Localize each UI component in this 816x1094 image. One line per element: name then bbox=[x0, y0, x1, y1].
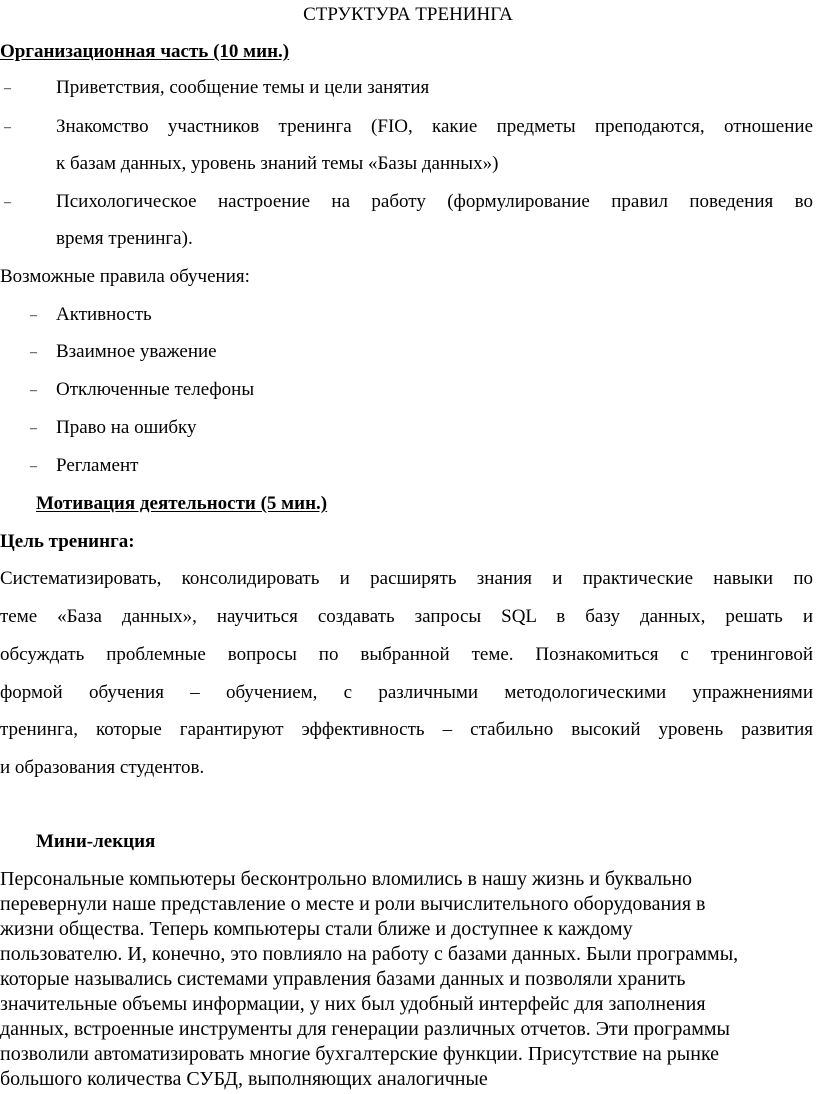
dash-bullet: – bbox=[4, 120, 11, 135]
goal-paragraph-line: теме «База данных», научиться создавать запросы SQL в базу данных, решать и bbox=[0, 606, 813, 627]
dash-bullet: – bbox=[4, 81, 11, 96]
document-title: СТРУКТУРА ТРЕНИНГА bbox=[303, 4, 513, 25]
dash-bullet: – bbox=[4, 195, 11, 210]
rules-heading: Возможные правила обучения: bbox=[0, 266, 250, 287]
rule-item: Регламент bbox=[56, 455, 139, 476]
lecture-paragraph-line: позволили автоматизировать многие бухгалтерские функции. Присутствие на рынке bbox=[0, 1043, 720, 1065]
lecture-paragraph-line: большого количества СУБД, выполняющих аналогичные bbox=[0, 1068, 488, 1090]
lecture-paragraph-line: данных, встроенные инструменты для генерации различных отчетов. Эти программы bbox=[0, 1018, 730, 1040]
lecture-paragraph-line: Персональные компьютеры бесконтрольно вломились в нашу жизнь и буквально bbox=[0, 868, 693, 890]
rule-item: Взаимное уважение bbox=[56, 341, 217, 362]
dash-bullet: – bbox=[30, 383, 37, 398]
lecture-paragraph-line: которые назывались системами управления базами данных и позволяли хранить bbox=[0, 968, 686, 990]
dash-bullet: – bbox=[30, 459, 37, 474]
lecture-paragraph-line: перевернули наше представление о месте и роли вычислительного оборудования в bbox=[0, 893, 706, 915]
dash-bullet: – bbox=[30, 345, 37, 360]
lecture-paragraph-line: значительные объемы информации, у них был удобный интерфейс для заполнения bbox=[0, 993, 706, 1015]
dash-bullet: – bbox=[30, 421, 37, 436]
section-heading-organization: Организационная часть (10 мин.) bbox=[0, 41, 290, 62]
list-item-acquaintance-line-1: Знакомство участников тренинга (FIO, какие предметы преподаются, отношение bbox=[56, 116, 813, 137]
goal-paragraph-line: Систематизировать, консолидировать и расширять знания и практические навыки по bbox=[0, 568, 813, 589]
goal-paragraph-line: тренинга, которые гарантируют эффективность – стабильно высокий уровень развития bbox=[0, 719, 813, 740]
list-item-acquaintance-line-2: к базам данных, уровень знаний темы «Базы данных») bbox=[56, 153, 499, 174]
rule-item: Активность bbox=[56, 304, 152, 325]
goal-heading: Цель тренинга: bbox=[0, 531, 135, 552]
goal-paragraph-line: и образования студентов. bbox=[0, 757, 205, 778]
rule-item: Право на ошибку bbox=[56, 417, 197, 438]
rule-item: Отключенные телефоны bbox=[56, 379, 255, 400]
list-item-greetings: Приветствия, сообщение темы и цели занятия bbox=[56, 77, 430, 98]
lecture-paragraph-line: жизни общества. Теперь компьютеры стали ближе и доступнее к каждому bbox=[0, 918, 633, 940]
list-item-mood-line-2: время тренинга). bbox=[56, 228, 193, 249]
goal-paragraph-line: формой обучения – обучением, с различными методологическими упражнениями bbox=[0, 682, 813, 703]
list-item-mood-line-1: Психологическое настроение на работу (формулирование правил поведения во bbox=[56, 191, 813, 212]
dash-bullet: – bbox=[30, 308, 37, 323]
lecture-heading: Мини-лекция bbox=[36, 831, 156, 852]
section-heading-motivation: Мотивация деятельности (5 мин.) bbox=[36, 493, 328, 514]
goal-paragraph-line: обсуждать проблемные вопросы по выбранной теме. Познакомиться с тренинговой bbox=[0, 644, 813, 665]
lecture-paragraph-line: пользователю. И, конечно, это повлияло на работу с базами данных. Были программы, bbox=[0, 943, 739, 965]
